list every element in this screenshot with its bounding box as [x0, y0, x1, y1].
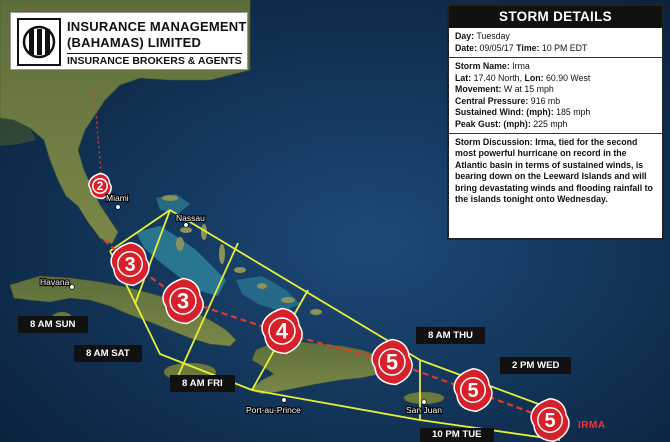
discussion-label: Storm Discussion: — [455, 137, 533, 147]
hurricane-symbol-6 — [111, 243, 149, 286]
gust-value: 225 mph — [533, 118, 568, 129]
storm-details-stats-section — [449, 58, 662, 134]
storm-details-panel — [447, 4, 664, 240]
time-label-sat: 8 AM SAT — [74, 345, 142, 362]
time-label-sun: 8 AM SUN — [18, 316, 88, 333]
time-label-fri: 8 AM FRI — [170, 375, 235, 392]
company-tagline: INSURANCE BROKERS & AGENTS — [67, 55, 242, 67]
storm-name-label: IRMA — [578, 420, 606, 431]
storm-details-date-section — [449, 28, 662, 58]
movement-row: Movement: W at 15 mph — [455, 84, 554, 94]
day-row: Day: Tuesday — [455, 31, 510, 41]
discussion-text: Irma, tied for the second most powerful hurricane on record in the Atlantic basin in terms of sustained winds, is bearing down on the Leeward Islands and will bring devastating winds and flooding rainfall to the islands tonight onto Wednesday. — [455, 137, 653, 205]
lat-value: 17.40 North — [473, 72, 520, 83]
time-label-thu: 8 AM THU — [416, 327, 485, 344]
place-port-au-prince: Port-au-Prince — [246, 405, 301, 415]
time-value: 10 PM EDT — [541, 42, 588, 53]
place-nassau: Nassau — [176, 213, 205, 223]
storm-name-row: Storm Name: Irma — [455, 61, 530, 71]
hurricane-symbol-5 — [163, 279, 203, 324]
date-value: 09/05/17 — [479, 42, 514, 53]
storm-name-value: Irma — [512, 61, 530, 71]
company-name-line1: INSURANCE MANAGEMENT — [67, 19, 247, 34]
hurricane-category-label: 5 — [467, 380, 479, 403]
latlon-row: Lat: 17.40 North, Lon: 60.90 West — [455, 72, 591, 83]
hurricane-category-label: 2 — [96, 179, 104, 194]
company-name-line2: (BAHAMAS) LIMITED — [67, 35, 202, 50]
place-miami: Miami — [106, 193, 129, 203]
gust-row: Peak Gust: (mph): 225 mph — [455, 118, 568, 129]
hurricane-category-label: 5 — [385, 349, 399, 375]
pressure-row: Central Pressure: 916 mb — [455, 95, 561, 106]
hurricane-category-label: 5 — [544, 410, 556, 433]
storm-discussion — [449, 134, 662, 208]
company-logo-mark — [16, 17, 62, 67]
hurricane-symbol-2 — [454, 369, 492, 412]
date-row: Date: 09/05/17 Time: 10 PM EDT — [455, 42, 588, 53]
movement-value: W at 15 mph — [503, 84, 554, 94]
hurricane-category-label: 4 — [275, 318, 289, 344]
hurricane-symbol-4 — [262, 309, 302, 354]
day-value: Tuesday — [476, 31, 510, 41]
hurricane-category-label: 3 — [176, 288, 190, 314]
hurricane-category-label: 3 — [124, 254, 136, 277]
company-logo — [10, 12, 248, 70]
lon-value: 60.90 West — [545, 72, 591, 83]
time-label-wed: 2 PM WED — [500, 357, 571, 374]
time-label-tue: 10 PM TUE — [420, 428, 494, 442]
pressure-value: 916 mb — [530, 95, 561, 106]
wind-value: 185 mph — [556, 107, 591, 117]
wind-row: Sustained Wind: (mph): 185 mph — [455, 107, 591, 117]
place-havana: Havana — [40, 277, 70, 287]
place-san-juan: San Juan — [406, 405, 442, 415]
hurricane-symbol-3 — [372, 340, 412, 385]
storm-details-title: STORM DETAILS — [449, 6, 662, 28]
hurricane-symbol-1 — [531, 399, 569, 442]
